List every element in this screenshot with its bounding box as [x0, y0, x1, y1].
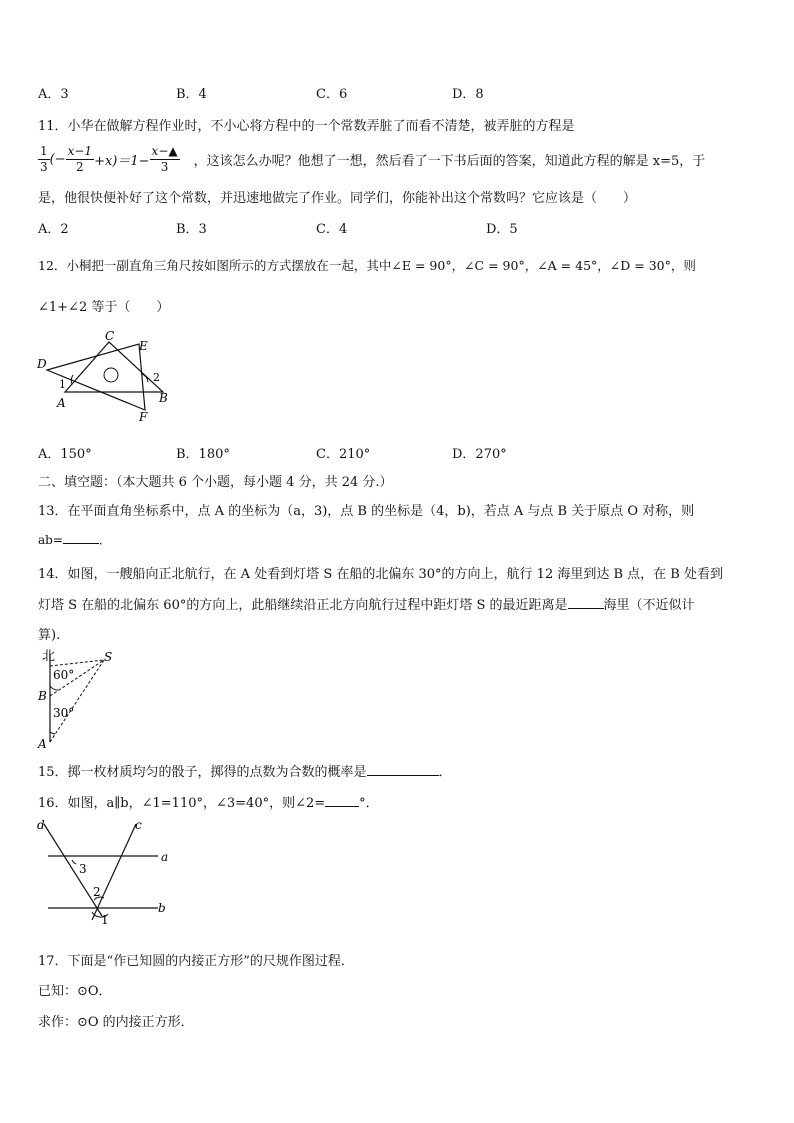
q16-label-a: a	[161, 850, 169, 864]
q12-label-a: A	[57, 396, 66, 410]
q12-line2: ∠1+∠2 等于（ ）	[38, 300, 170, 315]
q14-angle60-arc	[50, 686, 58, 690]
q14-label-30: 30°	[53, 706, 75, 720]
q16-answer-blank[interactable]	[325, 794, 359, 807]
q16-suffix: °．	[359, 796, 379, 811]
q16-prefix: 16．如图，a∥b，∠1=110°，∠3=40°，则∠2=	[38, 796, 326, 811]
q11-eq-open: (−	[49, 151, 66, 167]
q17-line3: 求作：⊙O 的内接正方形．	[38, 1015, 194, 1030]
q16-label-3: 3	[79, 862, 87, 876]
q14-label-60: 60°	[53, 668, 75, 682]
q12-option-b: B．180°	[176, 447, 230, 462]
q10-option-a: A．3	[38, 87, 69, 102]
q12-label-c: C	[105, 330, 115, 343]
q10-option-b: B．4	[176, 87, 207, 102]
q12-label-f: F	[139, 410, 148, 424]
q16-label-2: 2	[93, 885, 101, 899]
q14-line3: 算).	[38, 628, 61, 643]
q11-frac-inner	[66, 144, 94, 174]
q16-label-1: 1	[101, 913, 109, 926]
q11-frac-left	[38, 144, 50, 174]
q15-suffix: ．	[438, 765, 452, 780]
q16-label-b: b	[158, 901, 166, 915]
section2-title: 二、填空题：（本大题共 6 个小题，每小题 4 分，共 24 分.）	[38, 475, 393, 490]
q17-line2: 已知：⊙O．	[38, 984, 112, 999]
q11-line2-text: ，这该怎么办呢？他想了一想，然后看了一下书后面的答案，知道此方程的解是 x=5，于	[193, 153, 706, 169]
q14-label-s: S	[104, 650, 113, 664]
q15-line	[38, 761, 452, 780]
q15-answer-blank[interactable]	[367, 763, 439, 776]
q11-option-b: B．3	[176, 222, 207, 237]
q12-label-2: 2	[153, 371, 160, 384]
q14-angle30-arc	[50, 732, 55, 734]
q13-line1: 13．在平面直角坐标系中，点 A 的坐标为（a，3)，点 B 的坐标是（4，b)，若点 A 与点 B 关于原点 O 对称，则	[38, 504, 695, 519]
q14-label-b: B	[38, 689, 47, 703]
q12-option-a: A．150°	[38, 447, 92, 462]
q16-line	[38, 792, 379, 811]
q11-option-c: C．4	[316, 222, 348, 237]
q14-label-north: 北	[42, 649, 56, 664]
q14-line2-prefix: 灯塔 S 在船的北偏东 60°的方向上，此船继续沿正北方向航行过程中距灯塔 S 的最近距离是	[38, 598, 568, 613]
q12-option-c: C．210°	[316, 447, 371, 462]
q12-label-d: D	[37, 357, 47, 371]
q17-line1: 17．下面是“作已知圆的内接正方形”的尺规作图过程．	[38, 954, 354, 969]
q11-option-a: A．2	[38, 222, 69, 237]
q12-figure	[35, 330, 185, 425]
q14-figure	[34, 646, 124, 750]
q15-prefix: 15．掷一枚材质均匀的骰子，掷得的点数为合数的概率是	[38, 765, 367, 780]
q12-label-1: 1	[59, 378, 66, 391]
q11-frac-left-den: 3	[40, 159, 48, 174]
q11-eq-close: +x)＝1−	[94, 153, 150, 169]
q11-line3: 是，他很快便补好了这个常数，并迅速地做完了作业。同学们，你能补出这个常数吗？它应该是（ ）	[38, 191, 637, 206]
q11-frac-inner-num: x−1	[67, 144, 93, 159]
q14-label-a: A	[38, 737, 47, 750]
q12-triangle-acb	[65, 342, 163, 392]
q13-answer-blank[interactable]	[63, 531, 99, 544]
q11-frac-right-den: 3	[160, 159, 169, 174]
q11-line1: 11．小华在做解方程作业时，不小心将方程中的一个常数弄脏了而看不清楚，被弄脏的方程是	[38, 119, 575, 134]
q11-frac-right	[150, 144, 180, 174]
q14-line1: 14．如图，一艘船向正北航行，在 A 处看到灯塔 S 在船的北偏东 30°的方向上，航行 12 海里到达 B 点，在 B 处看到	[38, 567, 723, 582]
q12-option-d: D．270°	[452, 447, 507, 462]
q12-label-b: B	[159, 391, 168, 405]
q16-figure	[34, 816, 184, 926]
q16-angle3-arc	[72, 860, 76, 864]
q11-frac-left-num: 1	[40, 144, 48, 159]
q16-label-c: c	[135, 818, 142, 832]
q16-line-c	[92, 824, 136, 920]
q14-line2-suffix: 海里（不近似计	[603, 598, 695, 613]
q11-equation	[38, 141, 705, 177]
q10-option-d: D．8	[452, 87, 484, 102]
q13-line2	[38, 531, 111, 548]
q11-frac-inner-den: 2	[76, 159, 84, 174]
q11-frac-right-num: x−▲	[151, 144, 178, 159]
q14-answer-blank[interactable]	[568, 596, 604, 609]
q12-circle	[104, 368, 118, 382]
q13-line2-suffix: ．	[98, 533, 111, 547]
q14-line2	[38, 594, 695, 613]
q16-label-d: d	[37, 818, 45, 832]
q12-line1: 12．小桐把一副直角三角尺按如图所示的方式摆放在一起，其中∠E = 90°，∠C = 90°，∠A = 45°，∠D = 30°，则	[38, 258, 696, 273]
q13-line2-prefix: ab=	[38, 533, 63, 547]
q16-line-d	[44, 824, 102, 916]
q11-option-d: D．5	[486, 222, 518, 237]
q10-option-c: C．6	[316, 87, 348, 102]
q12-label-e: E	[139, 339, 148, 353]
